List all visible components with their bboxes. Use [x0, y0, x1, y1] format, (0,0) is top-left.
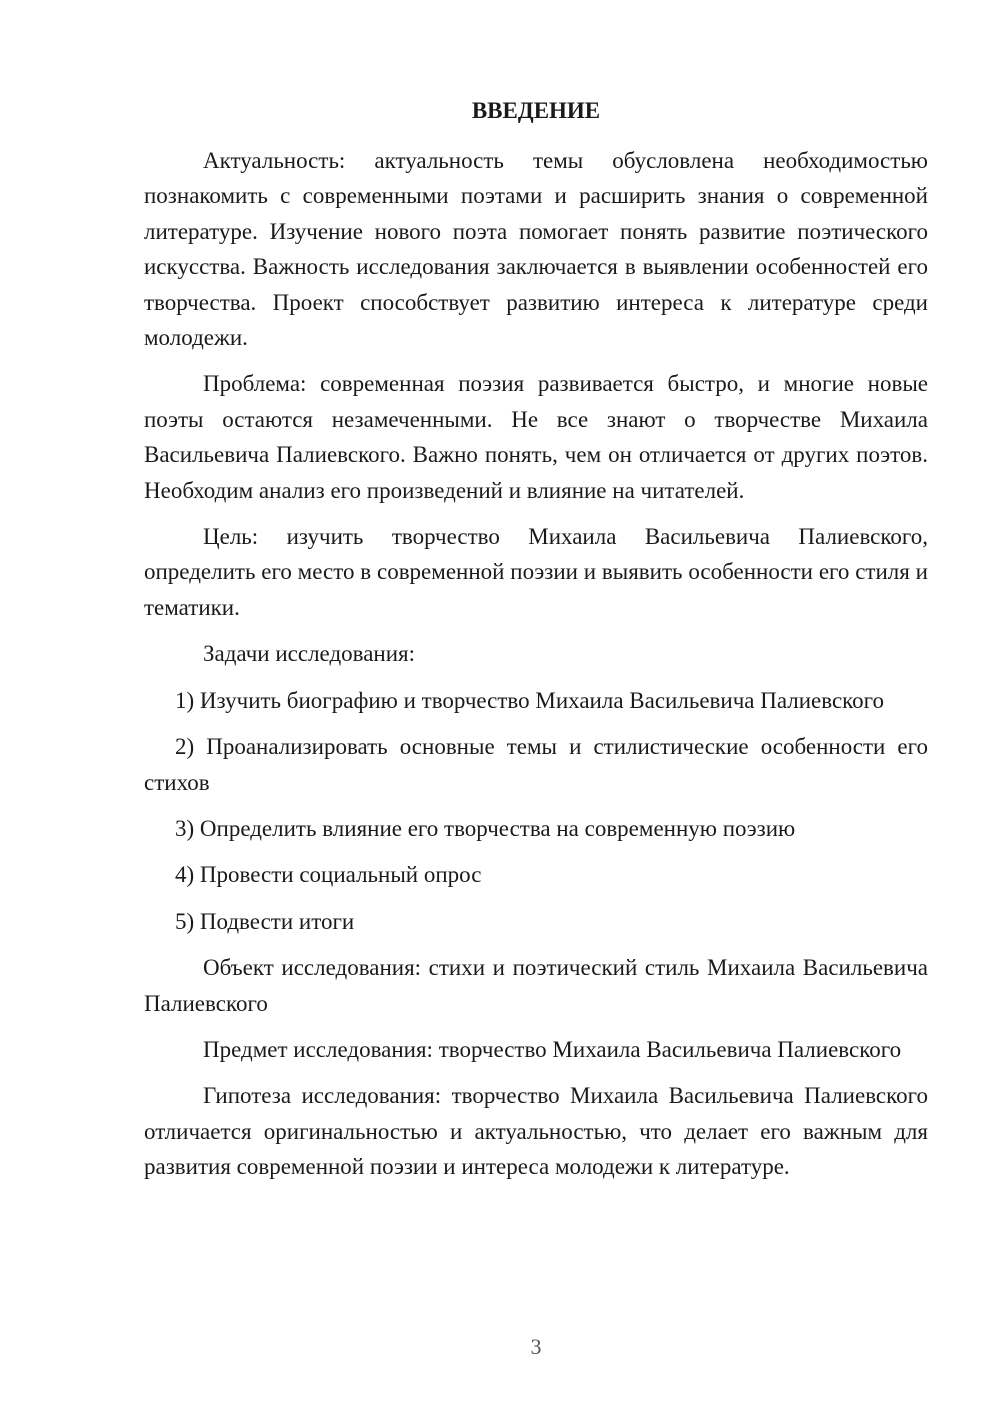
document-page	[144, 0, 928, 1414]
task-item: 4) Провести социальный опрос	[175, 862, 482, 888]
problem-paragraph: Проблема: современная поэзия развивается быстро, и многие новые поэты остаются незамеченными. Не все знают о творчестве Михаила Васильевича Палиевского. Важно понять, чем он отличается от других поэтов. Необходим анализ его произведений и влияние на читателей.	[144, 371, 928, 503]
task-item: 1) Изучить биографию и творчество Михаила Васильевича Палиевского	[175, 687, 885, 713]
document-body	[144, 143, 928, 1196]
object-paragraph: Объект исследования: стихи и поэтический стиль Михаила Васильевича Палиевского	[144, 955, 928, 1016]
tasks-heading: Задачи исследования:	[203, 641, 416, 667]
task-item: 5) Подвести итоги	[175, 908, 355, 934]
section-title: ВВЕДЕНИЕ	[471, 98, 601, 123]
task-item: 3) Определить влияние его творчества на современную поэзию	[175, 815, 796, 841]
page-number: 3	[530, 1334, 542, 1359]
relevance-paragraph: Актуальность: актуальность темы обусловлена необходимостью познакомить с современными поэтами и расширить знания о современной литературе. Изучение нового поэта помогает понять развитие поэтического искусства. Важность исследования заключается в выявлении особенностей его творчества. Проект способствует развитию интереса к литературе среди молодежи.	[144, 148, 928, 351]
hypothesis-paragraph: Гипотеза исследования: творчество Михаила Васильевича Палиевского отличается оригинальностью и актуальностью, что делает его важным для развития современной поэзии и интереса молодежи к литературе.	[144, 1083, 928, 1180]
goal-paragraph: Цель: изучить творчество Михаила Васильевича Палиевского, определить его место в современной поэзии и выявить особенности его стиля и тематики.	[144, 524, 928, 620]
subject-paragraph: Предмет исследования: творчество Михаила Васильевича Палиевского	[203, 1036, 902, 1062]
task-item: 2) Проанализировать основные темы и стилистические особенности его стихов	[144, 734, 928, 795]
